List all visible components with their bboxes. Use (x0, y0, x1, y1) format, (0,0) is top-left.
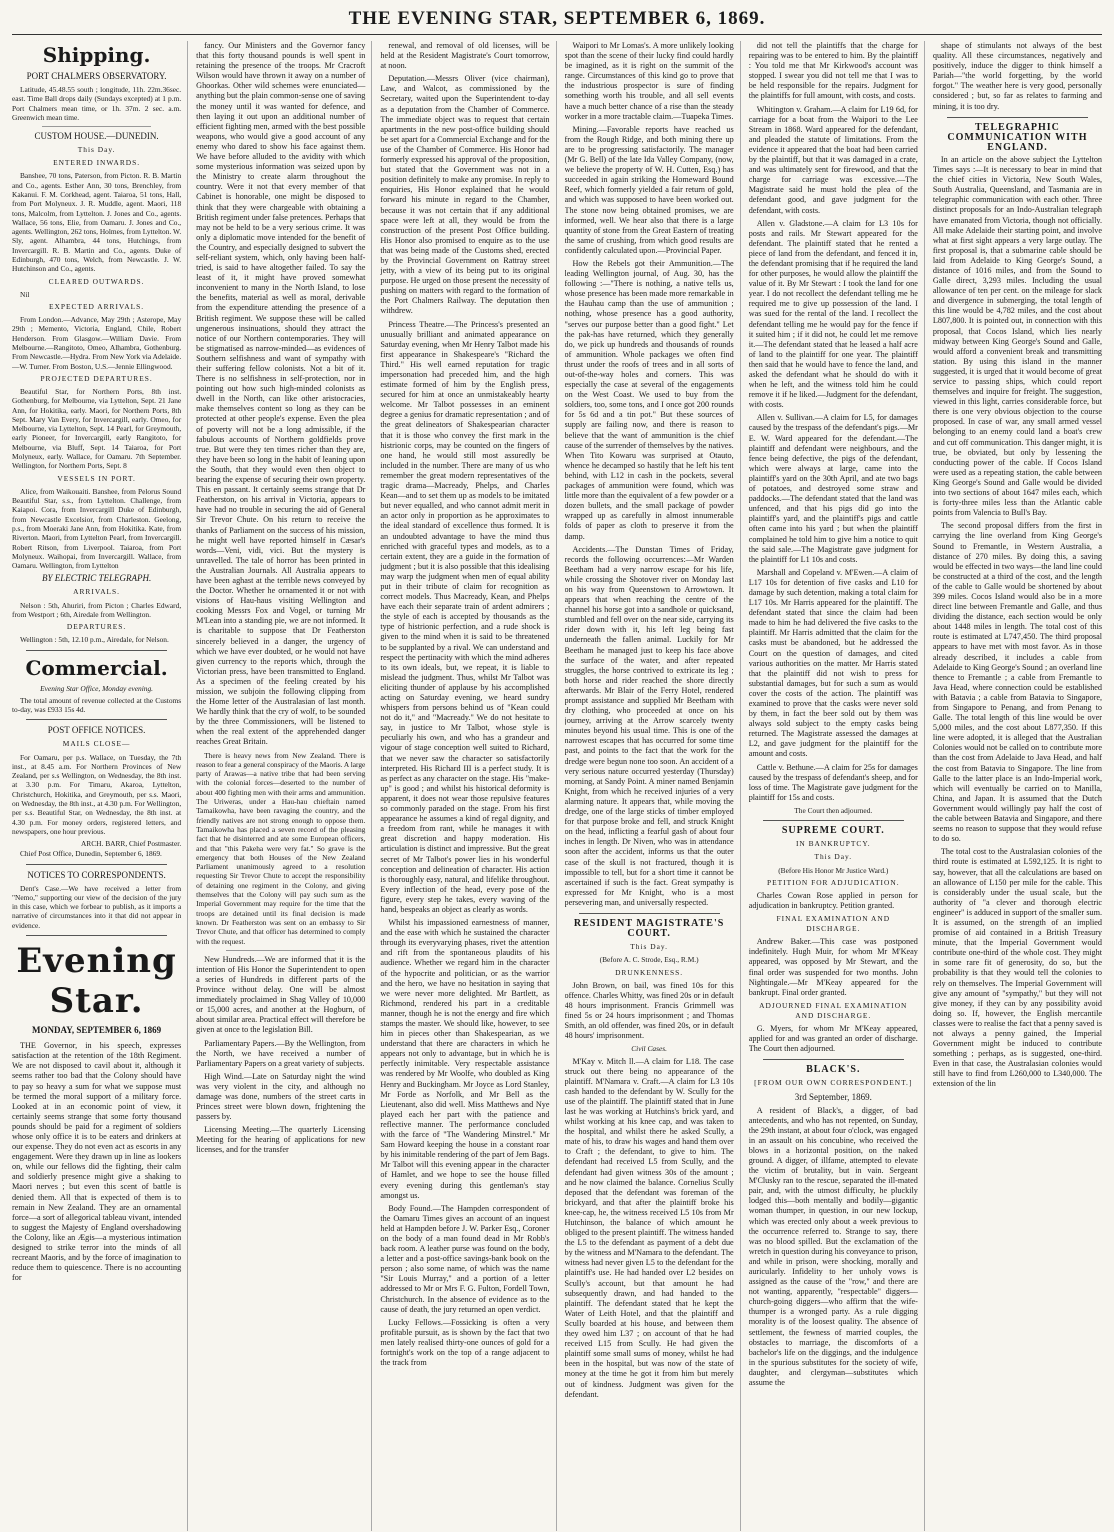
cleared-text: Nil (20, 289, 30, 299)
rm-day: This Day. (630, 942, 668, 952)
princess-text: Princess Theatre.—The Princess's presented an unusually brilliant and animated appearance on Saturday evening, when Mr Henry Talbot made his first appearance in Shakespeare's "Richard the Third." His well earned reputation for tragic impersonation had preceded him, and the high estimate formed of him by the English press, secured for him at once an unmistakeably hearty welcome. Mr Talbot possesses in an eminent degree a genius for dramatic representation ; and of the great delineators of Shakespearian character that it is those who convey the first mark in the histrionic corps, may be counted on the fingers of one hand, he would still most assuredly be included in the number. There are many of us who remember the great modern representatives of the tragic drama—Macready, Phelps, and Charles Kean—and to set them up as models to be imitated but never equalled, and who cannot admit merit in an actor only in proportion as he approximates to the ideal standard of excellence thus formed. It is an undoubted advantage to have the mind thus enriched with graceful types and models, as to a certain extent, they are a guide in the formation of judgment ; but it is also possible that this idealising may warp the judgment when men of equal ability put in their tribute of claim for recognition as correct models. Thus Macready, Kean, and Phelps have each their separate train of ardent admirers ; the style of each is accepted by thousands as the type of histrionic perfection, and a rude shock is given to the mind when it is said to be threatened to be supplanted by a rival. We can understand and respect the pertinacity with which the mind adheres to its own ideals, but, we repeat, it is liable to mislead the judgment. Thus, whilst Mr Talbot was eliciting thunder of applause by his accomplished acting on Saturday evening, we heard sundry whispers from persons behind us of "Kean could not do it," and "Macready." We do not hesitate to say, in justice to Mr Talbot, whose style is peculiarly his own, and who has a grandeur and vigour of stage conception well suited to Richard, that we never saw the character so satisfactorily interpreted. His Richard III is a perfect study. It is as perfect as any character on the stage. His "make-up" is good ; and whilst his historical deformity is apparent, it does not wear those repulsive features so commonly paraded on the stage. From his first appearance he assumes a kind of regal dignity, and a freedom from rant, while he manages it with great discretion and happy moderation. His articulation is distinct and impressive. But the great secret of Mr Talbot's power lies in his wonderful conception and delineation of character. His action is thoroughly easy, natural, and lifelike throughout. Every inflection of the head, every pose of the figure, every step he takes, every waving of the hand, bespeaks an object as clearly as words. (380, 319, 550, 914)
civil-continued: did not tell the plaintiffs that the charge for repairing was to be entered to him. By the plaintiff : You told me that Mr Kirkwood's account was stopped. I swear you did not tell me that I was to be held responsible for the repairs. Judgment for the plaintiffs for full amount, with costs, and costs. (748, 41, 918, 101)
column-2 (196, 41, 372, 1531)
masthead: THE EVENING STAR, SEPTEMBER 6, 1869. (12, 8, 1102, 35)
quoted-news: There is heavy news from New Zealand. There is reason to fear a general conspiracy of the Maoris. A large party of Arawas—a native tribe that had been serving with the colonial forces—deserted to the number of about 400 fighting men with their arms and ammunition. The Uriweras, under a Hau-hau chieftain named Tamaikowha, have been ravaging the country, and the friendly natives are not strong enough to oppose them. Tamaikowha has placed a seven record of the pleasing fact that he disinterred and ate some European officers, and that "this Pakeha were very fat." So grave is the emergency that both Houses of the New Zealand Parliament unanimously agreed to a resolution requesting Sir Trevor Chute to accept the responsibility of detaining one regiment in the Colony, and giving themselves that the Colony will pay such sum as the Imperial Government may require for the time that the troops are detained until its final decision is made known. Dr Featherston was sent on an embassy to Sir Trevor Chute, and that officer has determined to comply with the request. (196, 750, 366, 946)
mining-text: Mining.—Favorable reports have reached us from the Rough Ridge, and both mining there up are to be progressing satisfactorily. The manager (Mr G. Bell) of the late Ida Valley Company, (now, we believe the property of W. H. Cutten, Esq.) has succeeded in again striking the Homeward Bound Reef, which formerly yielded a fair return of gold, and which was supposed to have been worked out. The stone now being obtained promises, we are informed, well. We hear also that there is a large quantity of stone from the Great Eastern of treating the same of crushing, from which good results are confidently calculated upon.—Provincial Paper. (564, 124, 734, 255)
column-6 (933, 41, 1102, 1531)
telegraph-text-1: In an article on the above subject the Lyttelton Times says :—It is necessary to bear in mind that the chief cities in Victoria, New South Wales, South Australia, Queensland, and Tasmania are in telegraphic communication with each other. Three distinct proposals for an Indo-Australian telegraph have emanated from Victoria, though not officially. All make Adelaide their starting point, and involve what at first sight appears a very large outlay. The first proposal is, that a submarine cable should be laid from Adelaide to King George's Sound, a distance of 1016 miles, and from the Sound to Galle direct, 3,293 miles. Including the usual allowance of ten per cent. on the mileage for slack and divergence in submerging, the total length of this line would be 4,782 miles, and the cost about L807,800. It is pointed out, in connection with this proposal, that Cocos Island, which lies nearly midway between King George's Sound and Galle, would afford a convenient break and transmitting station. By using this island in the manner suggested, it is urged that it would become of great service to passing ships, which could report themselves and inquire for freight. The suggestion, viewed in this light, carries considerable force, but there is one very obvious objection to the course proposed. In case of war, any small armed vessel belonging to an enemy could land a boat's crew and cut off communication. This danger might, it is true, be obviated, but only by lessening the conducting power of the cable. If Cocos Island were used as a repeating station, the cable between King George's Sound and Galle would be divided into two sections of about 1647 miles each, which is forty-three miles less than the Atlantic cable points from Valencia to Bull's Bay. (932, 154, 1102, 518)
commercial-text: The total amount of revenue collected at the Customs to-day, was £933 15s 4d. (12, 695, 182, 715)
divider (947, 117, 1088, 118)
rebels-text: How the Rebels got their Ammunition.—The leading Wellington journal, of Aug. 30, has the following :—"There is nothing, a native tells us, whose presence has been made more remarkable in the Hauhau camp than the use of ammunition ; nothing, whose presence has a good authority, "serves our purpose better than a good fight." Let the pak-has have returned, which they generally do, we pick up hundreds and thousands of rounds of ammunition. Whole packages we often find thrust under the roofs of trees and in all sorts of out-of-the-way holes and corners. This was especially the case at several of the engagements on the West Coast. We used to buy from the soldiers, too, some tons, and I once got 200 rounds for 5s 6d and a tin pot." But these sources of supply are failing now, and there is reason to believe that the want of ammunition is the chief cause of the surrender of themselves by the natives. When Tito Kowaru was surprised at Otauto, whence he decamped so hastily that he left his tent behind, with L12 in cash in the pockets, several packages of ammunition were found, which was little more than the equivalent of a few powder or a dozen bullets, and the small package of powder wrapped up as carefully in almost innumerable folds of paper as cloth to preserve it from the damp. (564, 258, 734, 541)
telegraph-text-3: The total cost to the Australasian colonies of the third route is estimated at L592,125. It is right to say, however, that all the calculations are based on an allowance of L150 per mile for the cable. This is considerably under the usual scale, but the authority of "a clever and thorough electric engineer" is adduced in support of the smaller sum. It is assumed, on the strength of an implied promise of aid contained in a British Treasury minute, that the Imperial Government would contribute one-third of the whole cost. They might in some rare fit of generosity, do so, but the probability is that they would tell the colonies to rely on themselves. The Imperial Government will give any amount of "sympathy," but they will not give money, if they can by any possibility avoid doing so. If, however, the English mercantile classes were to realise the fact that a penny saved is not always a penny gained, the Imperial Government might be induced to contribute something ; perhaps, as is suggested, one-third. Even in that case, the Australasian colonies would still have to find from L260,000 to L340,000. The extension of the lin (932, 847, 1102, 1089)
commercial-title: Commercial. (25, 655, 168, 680)
vessels-text: Alice, from Waikouaiti. Banshee, from Pelorus Sound Beautiful Star, s.s., from Lyttelton. Challenge, from Kaiapoi. Cora, from Invercargill Duke of Edinburgh, from Newcastle Excelsior, from Charleston. Geelong, p.s., from Moeraki Jane Ann, from Hokitika. Kate, from Riverton. Maori, from Lyttelton Pearl, from Invercargill. Robert Ritson, from Liverpool. Taiaroa, from Port Molyneux. Waihopai, from Invercargill. Wallace, from Oamaru. Wellington, from Lyttelton (12, 486, 182, 571)
post-signature: ARCH. BARR, Chief Postmaster. (80, 839, 182, 849)
blacks-text: A resident of Black's, a digger, of bad antecedents, and who has not repented, on Sunday, the 29th instant, at about four o'clock, was engaged in an assault on his concubine, who received the blows in a horizontal position, on the naked ground. A digger, of illfame, attempted to elevate the victim of brutality, but in vain. Sergeant M'Clusky ran to the rescue, separated the ill-mated pair, and, with the utmost difficulty, he pluckily lodged this—both mentally and bodily—gigantic woman thumper, in question, in our new lockup, which was erected only about a week previous to the occurrence referred to. Strange to say, there was no blood spilled. But the exclamation of the wretch in question during his conveyance to prison, and while in prison, were shocking, morally and auricularly. Infidelity to her unholy vows is assigned as the cause of the "row," and there are not wanting, apparently, "respectable" diggers—church-going diggers—who affirm that the wife-thumper is a wronged party. As a rule digging morality is of the loosest quality. The absence of settlement, the fewness of married couples, the obstacles to marriage, the discomforts of a bachelor's life on the diggings, and the indulgence in the spurious substitutes for the society of wife, daughter, and clergyman—substitutes which assume the (748, 1105, 918, 1388)
commercial-office: Evening Star Office, Monday evening. (40, 683, 154, 693)
whitington-text: Whitington v. Graham.—A claim for L19 6d, for carriage for a boat from the Waipori to the Lee Stream in 1868. Ward appeared for the defendant, and pleaded the statute of limitations. From the evidence it appeared that the boat had been carried by the plaintiff, but that it was damaged in a crate, and was ultimately sent for firewood, and that the charge for carriage was excessive.—The Magistrate said he must hold the plea of the defendant good, and gave judgment for the defendant, with costs. (748, 104, 918, 215)
paper-title: Evening Star. (16, 941, 177, 1022)
telegraph-text-2: The second proposal differs from the first in carrying the line overland from King George's Sound to Fremantle, in Western Australia, a distance of 270 miles. By doing this, a saving would be effected in two ways—the land line could be constructed at a third of the cost, and the length of the cable to Galle would be shortened by about 399 miles. Cocos Island would also be in a more direct line between Fremantle and Galle, and thus dividing the distance, each section would be only about 1448 miles in length. The total cost of this route is estimated at L747,450. The third proposal appears to have met with most favor. As in those already described, it includes a cable from Adelaide to King George's Sound ; an overland line thence to Fremantle ; a cable from Fremantle to Java Head, where connection could be established with Batavia ; a cable from Batavia to Singapore, from Singapore to Penang, and from Penang to Galle. The total length of this line would be over 5,000 miles, and the cost about L877,350. If this line were adopted, it is alleged that the Australian Colonies would not be called on to contribute more than the cost from Adelaide to Java Head, and half the cost from Batavia to Singapore. The line from Galle to the latter place is an Indo-Imperial work, which will eventually be carried on to Manilla, China, and Japan. It is assumed that the Dutch Government would willingly pay half the cost of the cable between Batavia and Singapore, and there seems no reason to suppose that they would refuse to do so. (932, 521, 1102, 844)
post-sub: MAILS CLOSE— (62, 739, 131, 749)
observatory-text: Latitude, 45.48.55 south ; longitude, 11h. 22m.36sec. east. Time Ball drops daily (Sundays excepted) at 1 p.m. Port Chalmers mean time, or 1h. 37m. 2 sec. a.m. Greenwich mean time. (12, 85, 182, 122)
divider (26, 864, 167, 865)
rm-before: (Before A. C. Strode, Esq., R.M.) (599, 955, 699, 965)
allen-text: Allen v. Gladstone.—A claim for L3 10s for posts and rails. Mr Stewart appeared for the defendant. The plaintiff stated that he rented a piece of land from the defendant, and fenced it in, the defendant promising that if he required the land for other purposes, he would allow the plaintiff the value of it. By Mr Stewart : I took the land for one year. I do not recollect the defendant telling me he required me to give up possession of the land. I was sued for the rental of the land. I recollect the defendant telling me he would pay for the fence if it suited him ; if it did not, he could let me remove it.—The defendant stated that he leased a half acre of land to the plaintiff for one year. The plaintiff then said that he would have to fence the land, and asked the defendant what he should do with it when he left, and the witness told him he could remove it if he liked.—Judgment for the defendant, with costs. (748, 218, 918, 410)
blacks-date: 3rd September, 1869. (794, 1091, 872, 1102)
column-4 (565, 41, 741, 1531)
divider (226, 950, 335, 951)
post-title: POST OFFICE NOTICES. (47, 725, 146, 736)
correspondents-title: NOTICES TO CORRESPONDENTS. (27, 869, 166, 880)
post-office: Chief Post Office, Dunedin, September 6, 1869. (20, 849, 162, 859)
divider (26, 935, 167, 936)
entered-title: ENTERED INWARDS. (53, 158, 141, 168)
sc-before: (Before His Honor Mr Justice Ward.) (778, 865, 889, 875)
expected-title: EXPECTED ARRIVALS. (49, 302, 145, 312)
body-found-text: Body Found.—The Hampden correspondent of the Oamaru Times gives an account of an inquest held at Hampden before J. W. Parker Esq., Coroner on the body of a man found dead in Mr Robb's back room. A leather purse was found on the body, a letter and a post-office savings-bank book on the person ; also some name, of which was the name "Sir Louis Murray," and a portion of a letter addressed to Mr or Mrs F. G. Fulton, Fordell Town, Christchurch. In the absence of evidence as to the cause of death, the jury returned an open verdict. (380, 1203, 550, 1314)
column-1 (12, 41, 188, 1531)
civil-text: M'Kay v. Mitch ll.—A claim for L18. The case struck out there being no appearance of the plaintiff. M'Namara v. Craft.—A claim for L3 10s cash handed to the defendant by W. Scully for the use of the plaintiff. The plaintiff stated that in June last he was working at Hutchins's brick yard, and whilst working at his knee cap, and was taken to the hospital, and whilst there he asked Scully, a mate of his, to draw his wages and hand them over to Craft ; the defendant, to give to him. The defendant had received L5 from Scully, and the defendant had given witness 30s of the amount ; and he now claimed the balance. Cornelius Scully deposed that the defendant was foreman of the brickyard, and that after the plaintiff broke his knee-cap, he, the witness received L5 10s from Mr Hutchinson, the balance of which amount he obliged to the present plaintiff. The witness handed the L5 to the defendant as payment of a debt due by the witness and M'Namara to the defendant. The witness had never given L5 to the defendant for the plaintiff's use. He had handed over L2 besides on Scully's account, but that amount he had subsequently drawn, and had handed to the plaintiff. The defendant stated that he kept the Water of Leith Hotel, and that the plaintiff and Scully boarded at his house, and between them they owed him L37 ; on account of that he had received L15 from Scully. He had given the plaintiff some small sums of money, whilst he had been in the hospital, but was now of the state of money at the time he got it from him but merely out of kindness. Judgment was given for the defendant. (564, 1056, 734, 1399)
blacks-from: [FROM OUR OWN CORRESPONDENT.] (754, 1078, 913, 1088)
drunk-text: John Brown, on bail, was fined 10s for this offence. Charles Whitty, was fined 20s or in default 48 hours imprisonment. Francis Grimmell was fined 5s or 24 hours imprisonment ; and Thomas Smith, an old offender, was fined 20s, or in default 48 hours' imprisonment. (564, 980, 734, 1041)
licensing-continued: renewal, and removal of old licenses, will be held at the Resident Magistrate's Court tomorrow, at noon. (380, 41, 550, 71)
deputation-text: Deputation.—Messrs Oliver (vice chairman), Law, and Walcot, as commissioned by the Secretary, waited upon the Superintendent to-day as a deputation from the Chamber of Commerce. The immediate object was to request that certain apartments in the new post-office building should be set apart for a Commercial Exchange and for the use of the Chamber of Commerce. His Honor had formerly expressed his approval of the proposition, but stated that the Government was not in a position definitely to make any promise. In reply to enquiries, His Honor explained that he would forward his minute in regard to the Chamber, because it was not certain that if any additional space were left at all, they would be from the construction of the present Post Office building. His Honor also promised to enquire as to the use that was being made of the Customs shed, erected by the Provincial Government on Rattray street jetty, with a view of its being put to its original purpose. He urged on those present the necessity of pushing on matters with regard to the formation of the Port Chalmers Railway. The deputation then withdrew. (380, 74, 550, 316)
customs-title: CUSTOM HOUSE.—DUNEDIN. (34, 131, 159, 142)
telegraph-title: BY ELECTRIC TELEGRAPH. (41, 573, 152, 584)
columns (12, 41, 1102, 1531)
blacks-continued: shape of stimulants not always of the best quality. All these circumstances, negatively and positively, induce the digger to think himself a Pariah—"the world forgetting, by the world forgot." The weather here is very good, personally considered ; but, so far as relates to farming and mining, it is too dry. (932, 41, 1102, 111)
allen-sullivan-text: Allen v. Sullivan.—A claim for L5, for damages caused by the trespass of the defendant's pigs.—Mr E. W. Ward appeared for the defendant.—The plaintiff and defendant were neighbours, and the fence being defective, the pigs of the defendant, which were always at large, came into the plaintiff's yard on the 30th April, and ate two bags of potatoes, and destroyed some straw and paddocks.—The defendant stated that the land was unfenced, and that his pigs did go into the plaintiff's yard, and the plaintiff's pigs and cattle often came into his yard ; but when the plaintiff complained he told him to give him a notice to quit the said sale.—The Magistrate gave judgment for the plaintiff for L1 10s and costs. (748, 413, 918, 564)
divider (763, 1059, 904, 1060)
paper-date: MONDAY, SEPTEMBER 6, 1869 (32, 1025, 162, 1036)
supreme-court-title: SUPREME COURT. (781, 825, 885, 837)
court-adjourned: The Court then adjourned. (794, 805, 873, 815)
observatory-title: PORT CHALMERS OBSERVATORY. (26, 71, 167, 81)
papers-text: Parliamentary Papers.—By the Wellington, from the North, we have received a number of Parliamentary Papers on a great variety of subjects. (196, 1038, 366, 1068)
bankruptcy-sub: IN BANKRUPTCY. (795, 839, 871, 849)
lucky-text: Lucky Fellows.—Fossicking is often a very profitable pursuit, as is shown by the fact that two men lately realised thirty-one ounces of gold for a fortnight's work on the top of a range adjacent to the track from (380, 1317, 550, 1368)
shipping-title: Shipping. (42, 43, 151, 67)
expected-text: From London.—Advance, May 29th ; Asterope, May 29th ; Memento, Victoria, England, Chile, Robert Henderson. From Glasgow.—William Davie. From Melbourne.—Rangitoto, Omeo, Alhambra, Gothenburg. From Newcastle.—Hydra. From New York via Adelaide.—W. Turner. From Boston, U.S.—Jennie Ellingwood. (12, 315, 182, 371)
arrivals-text: Nelson : 5th, Ahuriri, from Picton ; Charles Edward, from Westport ; 6th, Airedale from Wellington. (12, 600, 182, 619)
arrivals-title: ARRIVALS. (73, 587, 121, 597)
divider (579, 913, 720, 914)
adjourned-title: ADJOURNED FINAL EXAMINATION AND DISCHARGE. (759, 1000, 908, 1020)
this-day-label: This Day. (77, 145, 116, 155)
divider (763, 820, 904, 821)
leader-continued: fancy. Our Ministers and the Governor fancy that this forty thousand pounds is well spent in retaining the presence of the troops. Mr Cracroft Wilson would have thrown it away on a number of Ghoorkas. Other wild schemes were enunciated—anything but the plain common-sense one of saving the money until it was wanted for defence, and then laying it out upon an additional number of efficient fighting men, armed with the best possible weapons, who would give a good account of any enemy who dared to show his face against them. We have before alluded to the avidity with which some mysterious information was seized upon by the Ministry to create alarm throughout the country. Were it not that every member of that Cabinet is honorable, one might be disposed to think that they were chargeable with obtaining a British regiment under false pretences. Perhaps that may not be held to be a very serious crime. It was only a diplomatic move intended for the benefit of the Country, and especially designed to subvert the self-reliant system, which, only having been half-tried, is said to have altogether failed. To say the least of it, it might have proved somewhat inconvenient to many in the North Island, to lose the benefits, material as well as moral, derivable from the expenditure attending the presence of a British regiment. We suppose these will be called ungenerous insinuations, should they attract the notice of our Northern contemporaries. They will be stigmatised as narrow-minded—as evidences of Southern selfishness and want of sympathy with their suffering fellow colonists. Not a bit of it. There is no selfishness in self-protection, nor in pointing out how such high-minded colonists as dwell in the North, can like other aristocracies, make themselves content so long as they can be protected at other people's expense. Even the plea of poverty will not be a long admissible, if the fabulous accounts of Northern goldfields prove true. But were they ten times richer than they are, they have been so long in the habit of leaning upon the South, that they would even then object to bearing the expense of securing their own property. This en passant. It certainly seems strange that Dr Featherston, on his arrival in Victoria, appears to have had no trouble in securing the aid of General Sir Trevor Chute. On his return to receive the thanks of Parliament on the success of his mission, he might well have reported himself in Cæsar's words—Veni, vidi, vici. But the mystery is unravelled. The tale of horror has been printed in the Australian Journals. All Australia appears to have been aghast at the terrible news conveyed by the Doctor. Whether he ornamented it or not with visions of Hau-haus visiting Wellington and cooking Messrs Fox and Vogel, or turning Mr M'Lean into a standing pie, we are not informed. It is charitable to suppose that Dr Featherston sincerely believed in a danger, the urgency of which we have ever doubted, or he would not have given currency to the reports which, through the Victorian press, have been transmitted to England. As a specimen of the feeling created by his mission, we subjoin the following clipping from the Home letter of the Australasian of last month. We hardly think that the cry of wolf, to be sounded by the three Commissioners, will be listened to when the real extent of the apprehended danger reaches Great Britain. (196, 41, 366, 747)
divider (42, 126, 151, 127)
post-text: For Oamaru, per p.s. Wallace, on Tuesday, the 7th inst., at 8.45 a.m. For Northern Provinces of New Zealand, per s.s Wellington, on Wednesday, the 8th inst. at 3.30 p.m. For Timaru, Akaroa, Lyttelton, Christchurch, Hokitika, and Greymouth, per s.s. Maori, on Wednesday, the 8th inst., at 4.30 p.m. For Wellington, per s.s. Beautiful Star, on Wednesday, the 8th inst. at 4.30 p.m. For money orders, registered letters, and newspapers, one hour previous. (12, 752, 182, 836)
entered-text: Banshee, 70 tons, Paterson, from Picton. R. B. Martin and Co., agents. Esther Ann, 30 tons, Brenchley, from Kakanui. F. M. Corkhead, agent. Taiaroa, 51 tons, Hall, from Port Molyneux. J. R. Muddle, agent. Maori, 118 tons, Malcolm, from Lyttelton. J. Jones and Co., agents. Wallace, 56 tons, Elie, from Oamaru. J. Jones and Co., agents. Wellington, 262 tons, Holmes, from Lyttelton. W. Sly, agent. Alhambra, 44 tons, Hutchings, from Invercargill. R. B. Martin and Co., agents. Duke of Edinburgh, 470 tons, Welch, from Newcastle. J. W. Hutchinson and Co., agents. (12, 171, 182, 274)
drunk-title: DRUNKENNESS. (615, 967, 684, 977)
hundreds-text: New Hundreds.—We are informed that it is the intention of His Honor the Superintendent to open a series of Hundreds in different parts of the Province without delay. One will be almost immediately proclaimed in Shag Valley of 10,000 or 15,000 acres, and another at the Hogburn, of about similar area. Practical effect will therefore be given at once to the legislation Bill. (196, 954, 366, 1035)
divider (26, 719, 167, 720)
cattle-text: Cattle v. Bethune.—A claim for 25s for damages caused by the trespass of defendant's sheep, and for loss of time. The Magistrate gave judgment for the plaintiff for 15s and costs. (748, 762, 918, 802)
lucky-continued: Waipori to Mr Lomas's. A more unlikely looking spot than the scene of their lucky find could hardly be imagined, as it is right on the summit of the range. Circumstances of this kind go to prove that the industrious prospector is sure of finding something worth his trouble, and all sell events have a much better chance of a rise than the steady worker in a more tractable claim.—Tuapeka Times. (564, 41, 734, 121)
telegraph-article-title: TELEGRAPHIC COMMUNICATION WITH ENGLAND. (947, 121, 1088, 153)
civil-title: Civil Cases. (631, 1044, 667, 1054)
column-5 (749, 41, 925, 1531)
rm-court-title: RESIDENT MAGISTRATE'S COURT. (573, 917, 725, 940)
petition-text: Charles Cowan Rose applied in person for adjudication in bankruptcy. Petition granted. (748, 890, 918, 910)
projected-text: Beautiful Star, for Northern Ports, 8th inst. Gothenburg, for Melbourne, via Lyttelton, Sept. 21 Jane Ann, for Hokitika, early. Maori, for Northern Ports, 8th Sept. Mary Van Every, for Invercargill, early. Omeo, for Melbourne, via Lyttelton, Sept. 14 Pearl, for Greymouth, early Pioneer, for Invercargill, early Rangitoto, for Melbourne, via Bluff, Sept. 14 Taiaroa, for Port Molyneux, early. Wallace, for Oamaru. 7th September. Wellington, for Northern Ports, Sept. 8 (12, 387, 182, 471)
marshall-text: Marshall and Copeland v. M'Ewen.—A claim of L17 10s for detention of five casks and L10 for damage by such detention, making a total claim for L17 10s. Mr Harris appeared for the plaintiff. The defendant stated that since the claim had been made to him he had delivered the five casks to the plaintiff. Mr Harris admitted that the claim for the casks must be abandoned, but he addressed the Court on the question of damages, and cited various authorities on the matter. Mr Harris stated that the plaintiff did not wish to press for substantial damages, but for such a sum as would cover the costs of the action. The plaintiff was examined to prove that the casks were never sold by them, in fact the beer sold out by them was always sold subject to the empty casks being returned. The Magistrate assessed the damages at L2, and gave judgment for the plaintiff for the amount and costs. (748, 567, 918, 759)
cleared-title: CLEARED OUTWARDS. (48, 276, 145, 286)
princess-continued: Whilst his impassioned earnestness of manner, and the ease with which he sustained the character through its everyvarying phases, rivet the attention and rift from the spontaneous plaudits of his audience. Whether we regard him in the character of the hypocrite and politician, or as the warrior and the hero, we have no hesitation in saying that we were never more delighted. Mr Bartlett, as Richmond, rendered his part in a creditable manner, though he is not the energy and fire which stamps the master. We should like, however, to see him in pieces other than Shakespearian, as we understand that there are characters in which he appears not only to advantage, but in which he is perfectly inimitable. Very respectable assistance was rendered by Mr Woolfe, who doubled as King Henry and Buckingham. Mr Joyce as Lord Stanley, Mr Forde as Norfolk, and Mr Bell as the Lieutenant, also did well. Miss Matthews and Nye played each her part with the patience and reflective manner. The performance concluded with the farce of "The Wandering Minstrel." Mr Sam Howard keeping the house in a constant roar by his inimitable rendering of the part of Jem Bags. Mr Talbot will this evening appear in the character of Hamlet, and we hope to see the house filled every evening during this gentleman's stay amongst us. (380, 918, 550, 1200)
wind-text: High Wind.—Late on Saturday night the wind was very violent in the city, and although no damage was done, numbers of the street carts in Princes street were blown down, frightening the passers by. (196, 1071, 366, 1122)
correspondents-text: Dent's Case.—We have received a letter from "Nemo," supporting our view of the decision of the jury in this case, which we forbear to publish, as it imports a narrative of circumstances into it that did not appear in evidence. (12, 883, 182, 930)
blacks-title: BLACK'S. (806, 1064, 861, 1076)
licensing-text: Licensing Meeting.—The quarterly Licensing Meeting for the hearing of applications for new licenses, and for the transfer (196, 1125, 366, 1155)
projected-title: PROJECTED DEPARTURES. (40, 373, 153, 383)
vessels-title: VESSELS IN PORT. (57, 473, 136, 483)
departures-title: DEPARTURES. (66, 622, 127, 632)
final-text: Andrew Baker.—This case was postponed indefinitely. Hugh Muir, for whom Mr M'Keay appeared, was opposed by Mr Stewart, and the final order was suspended for two months. John Nightingale.—Mr M'Keay appeared for the bankrupt. Final order granted. (748, 937, 918, 997)
petition-title: PETITION FOR ADJUDICATION. (767, 877, 900, 887)
departures-text: Wellington : 5th, 12.10 p.m., Airedale, for Nelson. (20, 635, 169, 645)
final-title: FINAL EXAMINATION AND DISCHARGE. (776, 914, 891, 934)
accidents-text: Accidents.—The Dunstan Times of Friday, records the following occurrences:—Mr Warden Beetham had a very narrow escape for his life, while crossing the Shotover river on Monday last on his way from Queenstown to Arrowtown. It appears that when reaching the centre of the channel his horse got into a sandhole or quicksand, stumbled and fell over on the near side, carrying its rider down with it, his left leg being fast underneath the fallen animal. Luckily for Mr Beetham he managed just to keep his face above the surface of the water, and after repeated struggles, the horse contrived to extricate its leg ; both horse and rider reached the shore directly afterwards. Mr Blair of the Ferry Hotel, rendered prompt assistance and supplied Mr Beetham with dry clothing, who proceeded at once on his journey, arriving at the Arrow scarcely twenty minutes beyond his usual time. This is one of the narrowest escapes that has occurred for some time past, and points to the fact that the work for the dredge were begun none too soon. An accident of a very serious nature occurred yesterday (Thursday) morning, at Sandy Point. A miner named Benjamin Knight, from which he received injuries of a very alarming nature. It appears that, while moving the dredge, one of the large sticks of timber employed for that purpose broke and fell, and struck Knight on the head, inflicting a fearful gash of about four inches in length. Dr Niven, who was in attendance soon after the accident, informs us that the outer case of the skull is not fractured, though it is impossible to tell, but for a short time it cannot be ascertained if such is the fact. Great sympathy is expressed for Mr Knight, who is a most persevering man, and universally respected. (564, 544, 734, 907)
leader-text: THE Governor, in his speech, expresses satisfaction at the retention of the 18th Regiment. We are not disposed to cavil about it, although it seems rather too bad that the Colony should have to pay so heavy a sum for what we suppose must be termed the moral support of a military force. Looked at in an economic point of view, it certainly seems strange that some forty thousand pounds should be paid for a regiment of soldiers whose only office it is to be eaters and drinkers at our expense. They do not even act as escorts in any engagement. Were they drawn up in line as lookers on, while our fellows did the fighting, their calm and soldierly presence might give a shaking to Maori nerves ; but even this scent of battle is denied them. All that is expected of them is to remain in New Zealand. They are an ornamental force—a sort of allegorical tableau vivant, intended to suggest the Majesty of England overshadowing the Colony, like an Ægis—a mysterious intimation designed to strike terror into the minds of all recreant Maoris, and by the force of imagination to reduce them to quiescence. There is no accounting for (12, 1041, 182, 1283)
sc-day: This Day. (814, 852, 853, 862)
column-3 (380, 41, 556, 1531)
divider (26, 650, 167, 651)
adjourned-text: G. Myers, for whom Mr M'Keay appeared, applied for and was granted an order of discharge. The Court then adjourned. (748, 1024, 918, 1054)
